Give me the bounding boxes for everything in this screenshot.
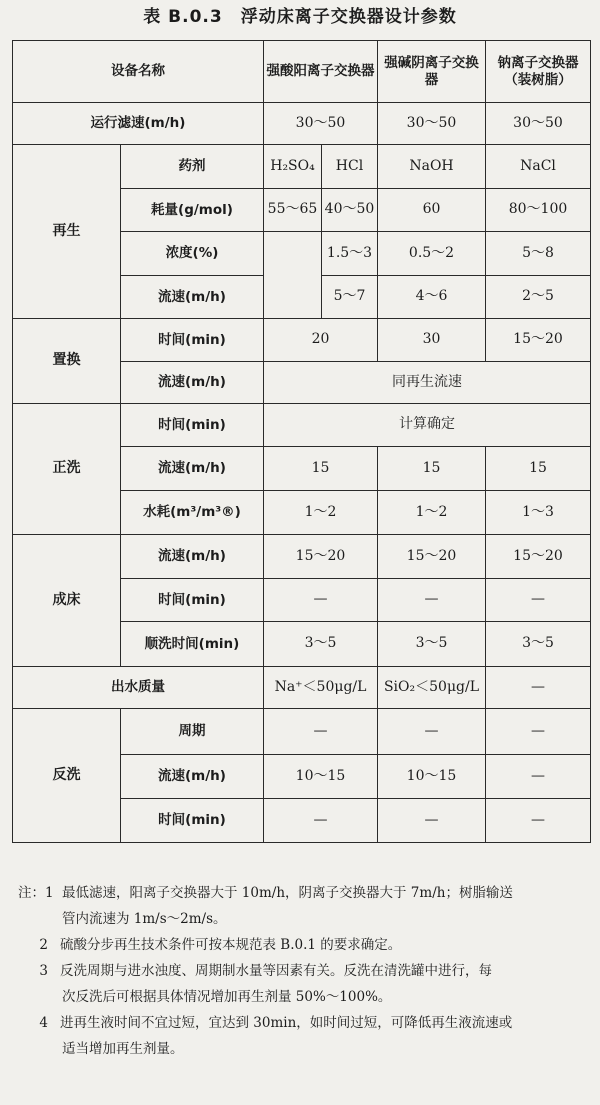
note-number: 4 [39, 1015, 48, 1031]
row-label: 浓度(%) [121, 232, 264, 276]
row-label: 流速(m/h) [121, 535, 264, 579]
table-row [13, 404, 591, 447]
cell-value: 15～20 [264, 535, 378, 579]
cell-value: 30～50 [378, 103, 486, 145]
note-text: 管内流速为 1m/s～2m/s。 [62, 911, 227, 927]
table-row [13, 319, 591, 362]
note-text: 最低滤速，阳离子交换器大于 10m/h，阴离子交换器大于 7m/h；树脂输送 [62, 885, 513, 901]
cell-value: 10～15 [378, 755, 486, 799]
row-label: 流速(m/h) [121, 447, 264, 491]
table-title: 表 B.0.3 浮动床离子交换器设计参数 [143, 7, 457, 27]
header-anion-exchanger: 强碱阴离子交换器 [378, 41, 486, 103]
header-row [13, 41, 591, 103]
cell-value: 15～20 [486, 319, 591, 362]
row-label: 运行滤速(m/h) [13, 103, 264, 145]
row-label: 周期 [121, 709, 264, 755]
cell-value: — [486, 667, 591, 709]
cell-value: 0.5～2 [378, 232, 486, 276]
cell-value: — [378, 579, 486, 622]
cell-value: — [264, 709, 378, 755]
cell-value: 15 [264, 447, 378, 491]
row-label: 时间(min) [121, 404, 264, 447]
row-label: 耗量(g/mol) [121, 189, 264, 232]
table-notes [16, 880, 588, 1062]
table-row [13, 709, 591, 755]
cell-value: 4～6 [378, 276, 486, 319]
row-label: 流速(m/h) [121, 276, 264, 319]
cell-value: HCl [322, 145, 378, 189]
cell-value: 15～20 [486, 535, 591, 579]
parameter-table [12, 40, 591, 843]
note-item [16, 880, 588, 906]
cell-value: 5～8 [486, 232, 591, 276]
table-row [13, 667, 591, 709]
cell-value: 3～5 [486, 622, 591, 667]
cell-value: — [378, 799, 486, 843]
cell-value: 15 [486, 447, 591, 491]
cell-value: 1～2 [264, 491, 378, 535]
cell-value: H₂SO₄ [264, 145, 322, 189]
row-label: 顺洗时间(min) [121, 622, 264, 667]
cell-value: — [264, 799, 378, 843]
cell-value: 15～20 [378, 535, 486, 579]
cell-value: Na⁺＜50μg/L [264, 667, 378, 709]
group-label-regen: 再生 [13, 145, 121, 319]
cell-value: 55～65 [264, 189, 322, 232]
row-label: 水耗(m³/m³®) [121, 491, 264, 535]
cell-value: 60 [378, 189, 486, 232]
row-label: 药剂 [121, 145, 264, 189]
row-label: 流速(m/h) [121, 755, 264, 799]
cell-value: 30～50 [264, 103, 378, 145]
cell-value: 同再生流速 [264, 362, 591, 404]
cell-value: 1～3 [486, 491, 591, 535]
cell-value: — [378, 709, 486, 755]
row-label: 时间(min) [121, 799, 264, 843]
note-number: 3 [39, 963, 48, 979]
cell-value: 1.5～3 [322, 232, 378, 276]
note-text: 硫酸分步再生技术条件可按本规范表 B.0.1 的要求确定。 [60, 937, 402, 953]
note-item [16, 958, 588, 984]
group-label-replace: 置换 [13, 319, 121, 404]
cell-value: 30～50 [486, 103, 591, 145]
cell-value: 1～2 [378, 491, 486, 535]
cell-value: 3～5 [378, 622, 486, 667]
cell-value: 80～100 [486, 189, 591, 232]
cell-value: SiO₂＜50μg/L [378, 667, 486, 709]
cell-value: 2～5 [486, 276, 591, 319]
group-label-backwash: 反洗 [13, 709, 121, 843]
row-label: 时间(min) [121, 579, 264, 622]
row-label: 流速(m/h) [121, 362, 264, 404]
cell-value: 15 [378, 447, 486, 491]
note-item [16, 984, 588, 1010]
group-label-rinse: 正洗 [13, 404, 121, 535]
note-text: 次反洗后可根据具体情况增加再生剂量 50%～100%。 [62, 989, 392, 1005]
cell-value: — [486, 579, 591, 622]
cell-value: 5～7 [322, 276, 378, 319]
cell-value: 10～15 [264, 755, 378, 799]
note-number: 注：1 [18, 885, 54, 901]
cell-value: 30 [378, 319, 486, 362]
row-label: 时间(min) [121, 319, 264, 362]
header-sodium-exchanger: 钠离子交换器（装树脂） [486, 41, 591, 103]
header-equipment-name: 设备名称 [13, 41, 264, 103]
cell-value: 3～5 [264, 622, 378, 667]
table-row [13, 535, 591, 579]
cell-value: NaCl [486, 145, 591, 189]
cell-value: 计算确定 [264, 404, 591, 447]
note-item [16, 1036, 588, 1062]
note-text: 进再生液时间不宜过短，宜达到 30min，如时间过短，可降低再生液流速或 [60, 1015, 513, 1031]
cell-value: 40～50 [322, 189, 378, 232]
note-item [16, 906, 588, 932]
cell-value: NaOH [378, 145, 486, 189]
note-number: 2 [39, 937, 48, 953]
cell-empty [264, 232, 322, 319]
row-label: 出水质量 [13, 667, 264, 709]
cell-value: — [486, 709, 591, 755]
cell-value: — [486, 799, 591, 843]
note-item [16, 932, 588, 958]
note-item [16, 1010, 588, 1036]
cell-value: 20 [264, 319, 378, 362]
note-text: 反洗周期与进水浊度、周期制水量等因素有关。反洗在清洗罐中进行，每 [60, 963, 492, 979]
table-row [13, 145, 591, 189]
table-row [13, 103, 591, 145]
note-text: 适当增加再生剂量。 [62, 1041, 184, 1057]
cell-value: — [264, 579, 378, 622]
group-label-bed: 成床 [13, 535, 121, 667]
cell-value: — [486, 755, 591, 799]
header-cation-exchanger: 强酸阳离子交换器 [264, 41, 378, 103]
